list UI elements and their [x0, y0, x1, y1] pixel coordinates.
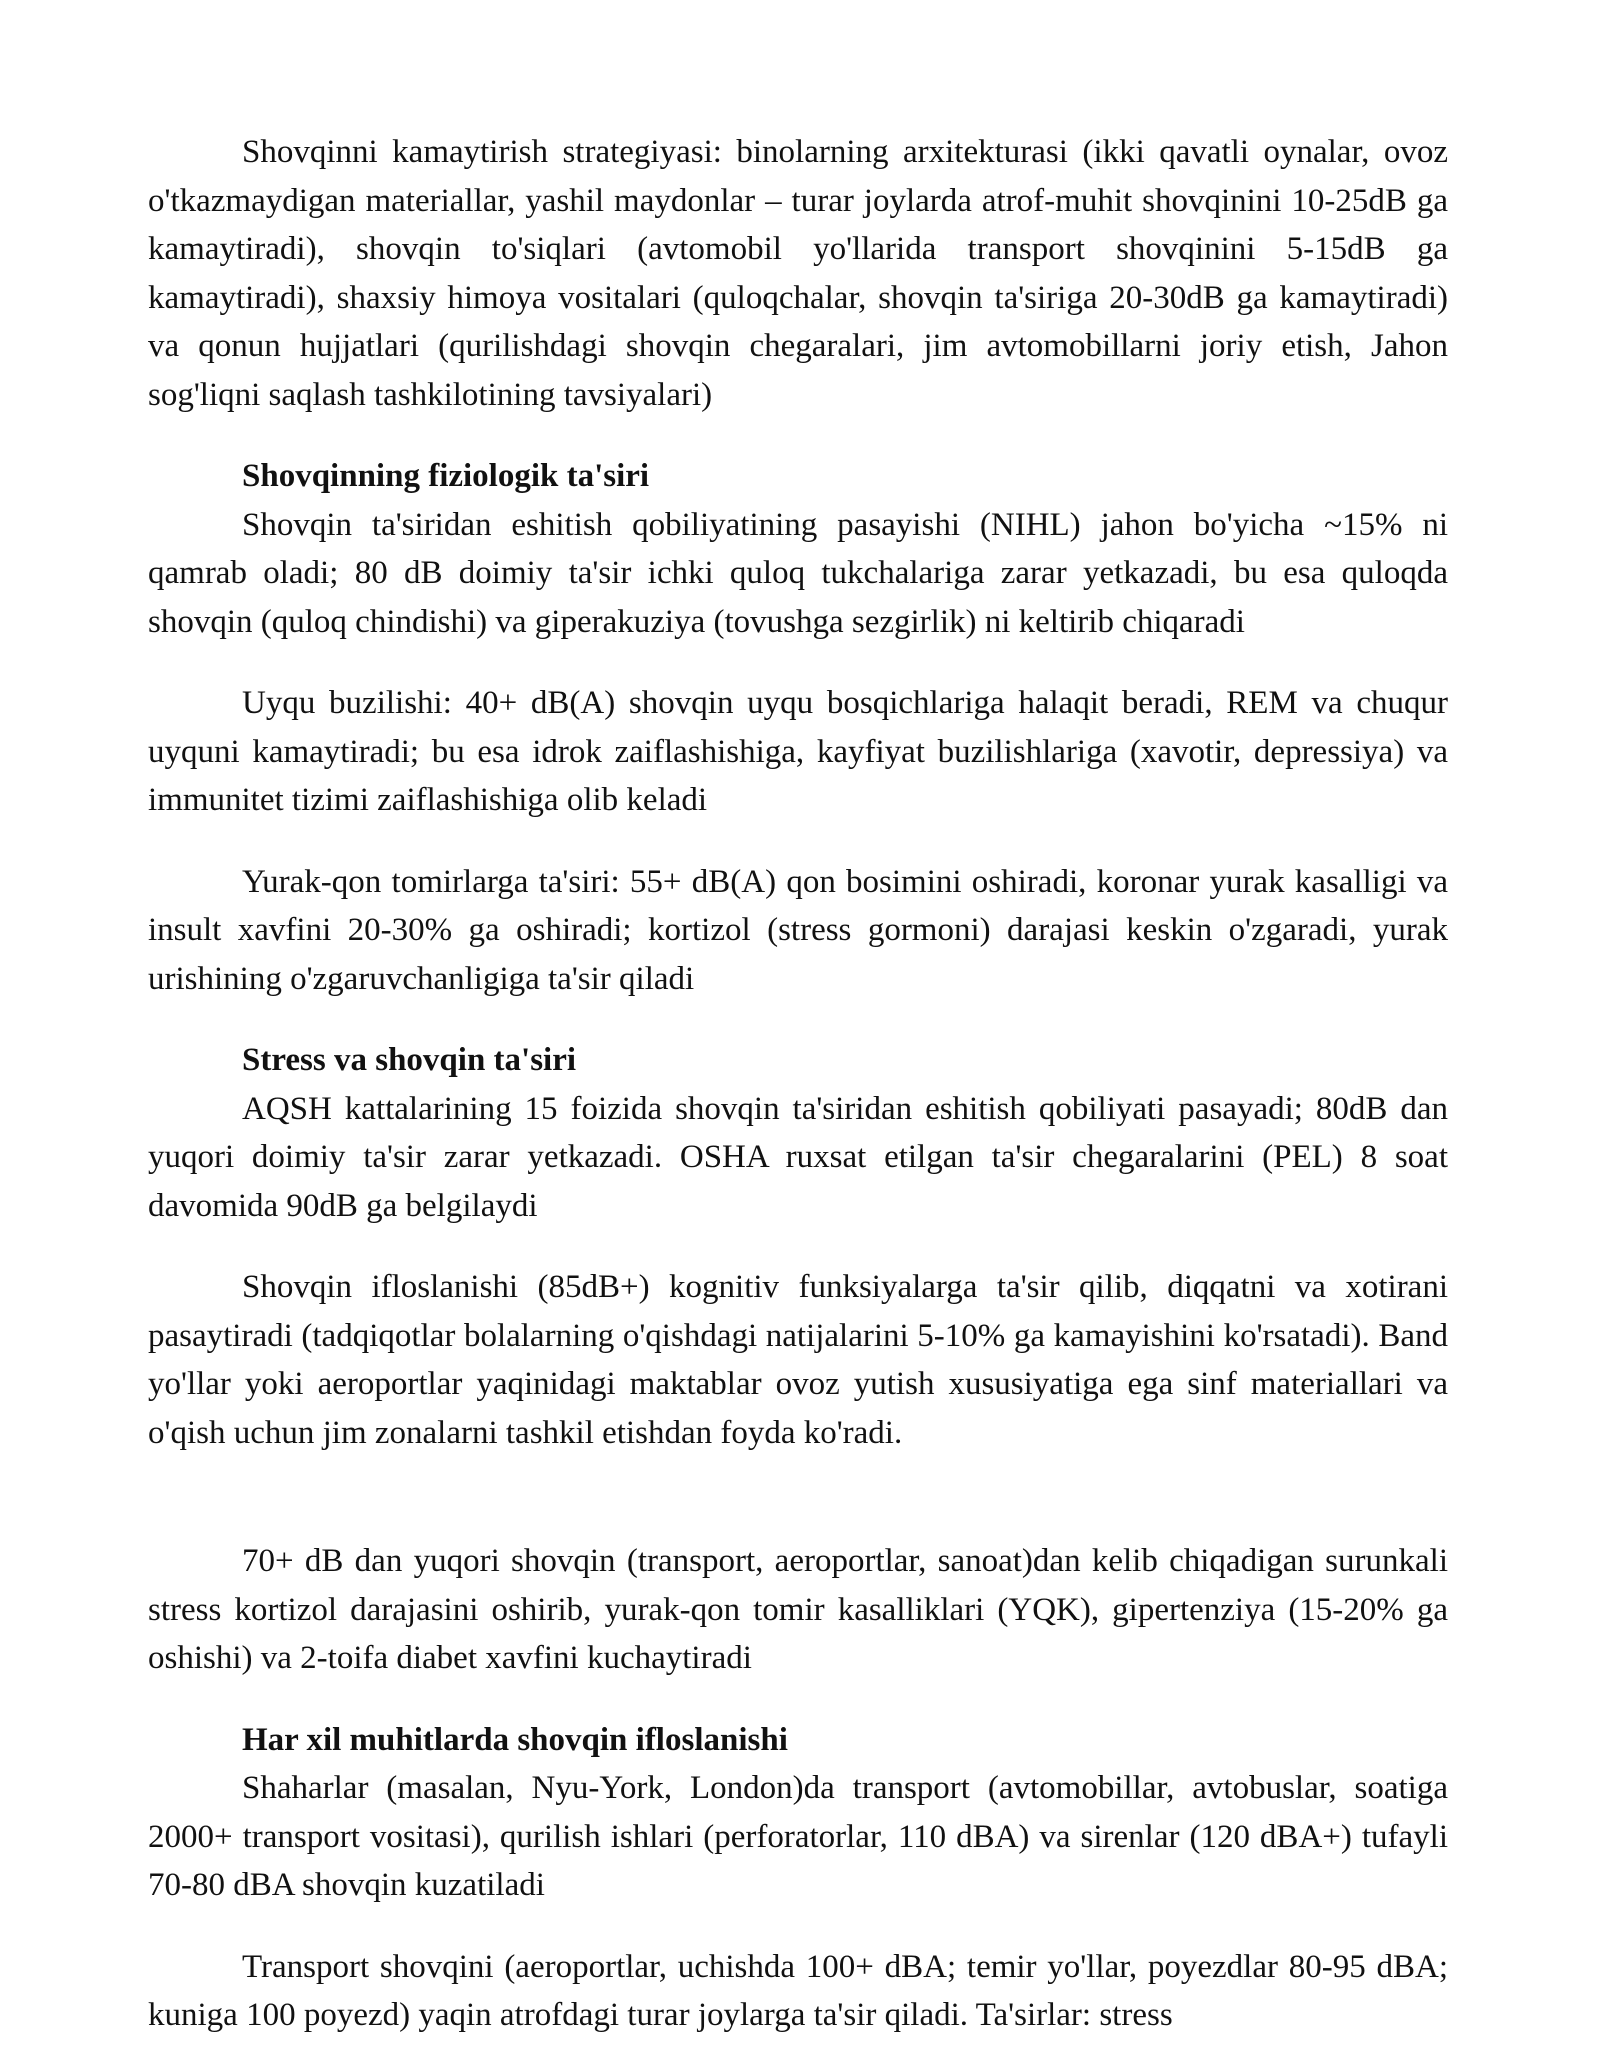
spacer [148, 646, 1448, 679]
paragraph-sleep-disturbance: Uyqu buzilishi: 40+ dB(A) shovqin uyqu bosqichlariga halaqit beradi, REM va chuqur uyquni kamaytiradi; bu esa idrok zaiflashishiga, kayfiyat buzilishlariga (xavotir, depressiya) va immunitet tizimi zaiflashishiga olib keladi [148, 685, 1448, 818]
paragraph-urban-noise: Shaharlar (masalan, Nyu-York, London)da transport (avtomobillar, avtobuslar, soatiga 2000+ transport vositasi), qurilish ishlari (perforatorlar, 110 dBA) va sirenlar (120 dBA+) tufayli 70-80 dBA shovqin kuzatiladi [148, 1770, 1448, 1903]
paragraph-hearing-loss: Shovqin ta'siridan eshitish qobiliyatining pasayishi (NIHL) jahon bo'yicha ~15% ni qamrab oladi; 80 dB doimiy ta'sir ichki quloq tukchalariga zarar yetkazadi, bu esa quloqda shovqin (quloq chindishi) va giperakuziya (tovushga sezgirlik) ni keltirib chiqaradi [148, 506, 1448, 640]
paragraph-transport-noise: Transport shovqini (aeroportlar, uchishda 100+ dBA; temir yo'llar, poyezdlar 80-95 dBA; kuniga 100 poyezd) yaqin atrofdagi turar joylarga ta'sir qiladi. Ta'sirlar: stress [148, 1948, 1448, 2033]
spacer [148, 1683, 1448, 1716]
heading-noise-in-environments: Har xil muhitlarda shovqin ifloslanishi [242, 1721, 788, 1758]
paragraph-usa-hearing-loss: AQSH kattalarining 15 foizida shovqin ta'siridan eshitish qobiliyati pasayadi; 80dB dan yuqori doimiy ta'sir zarar yetkazadi. OSHA ruxsat etilgan ta'sir chegaralarini (PEL) 8 soat davomida 90dB ga belgilaydi [148, 1090, 1448, 1224]
heading-stress-and-noise: Stress va shovqin ta'siri [242, 1042, 577, 1078]
paragraph-cognitive-effects: Shovqin ifloslanishi (85dB+) kognitiv funksiyalarga ta'sir qilib, diqqatni va xotirani pasaytiradi (tadqiqotlar bolalarning o'qishdagi natijalarini 5-10% ga kamayishini ko'rsatadi). Band yo'llar yoki aeroportlar yaqinidagi maktablar ovoz yutish xususiyatiga ega sinf materiallari va o'qish uchun jim zonalarni tashkil etishdan foyda ko'radi. [148, 1269, 1448, 1451]
spacer [148, 419, 1448, 452]
spacer [148, 1003, 1448, 1036]
spacer [148, 1457, 1448, 1537]
paragraph-cardiovascular-effects: Yurak-qon tomirlarga ta'siri: 55+ dB(A) qon bosimini oshiradi, koronar yurak kasalligi va insult xavfini 20-30% ga oshiradi; kortizol (stress gormoni) darajasi keskin o'zgaradi, yurak urishining o'zgaruvchanligiga ta'sir qiladi [148, 863, 1448, 997]
spacer [148, 825, 1448, 858]
spacer [148, 1910, 1448, 1943]
paragraph-chronic-stress: 70+ dB dan yuqori shovqin (transport, aeroportlar, sanoat)dan kelib chiqadigan surunkali stress kortizol darajasini oshirib, yurak-qon tomir kasalliklari (YQK), gipertenziya (15-20% ga oshishi) va 2-toifa diabet xavfini kuchaytiradi [148, 1543, 1448, 1676]
paragraph-noise-reduction-strategy: Shovqinni kamaytirish strategiyasi: binolarning arxitekturasi (ikki qavatli oynalar, ovoz o'tkazmaydigan materiallar, yashil maydonlar – turar joylarda atrof-muhit shovqinini 10-25dB ga kamaytiradi), shovqin to'siqlari (avtomobil yo'llarida transport shovqinini 5-15dB ga kamaytiradi), shaxsiy himoya vositalari (quloqchalar, shovqin ta'siriga 20-30dB ga kamaytiradi) va qonun hujjatlari (qurilishdagi shovqin chegaralari, jim avtomobillarni joriy etish, Jahon sog'liqni saqlash tashkilotining tavsiyalari) [148, 134, 1448, 413]
spacer [148, 1230, 1448, 1263]
heading-physiological-effects: Shovqinning fiziologik ta'siri [242, 458, 650, 494]
document-page [148, 128, 1448, 2040]
